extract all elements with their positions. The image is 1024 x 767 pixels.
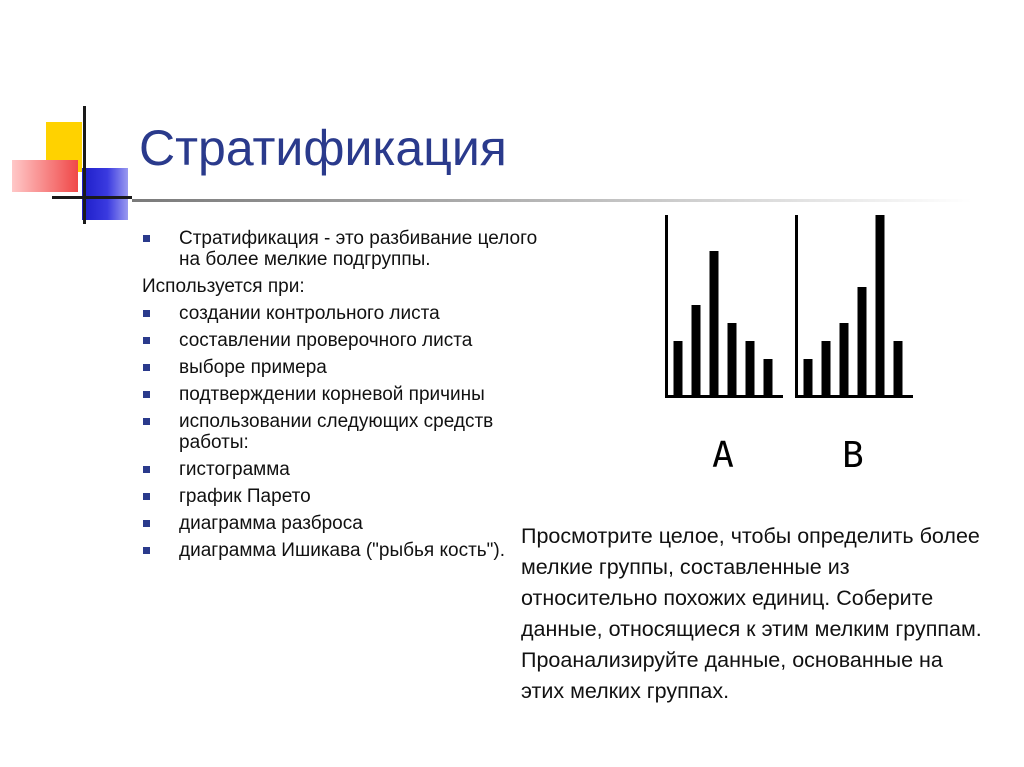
chart-bar [674,341,683,395]
chart-x-axis [795,395,913,398]
chart-panel-label: B [842,435,864,476]
title-underline [132,199,972,202]
chart-bar [746,341,755,395]
list-item [142,411,542,453]
square-bullet-icon [143,418,150,425]
chart-bar [728,323,737,395]
list-item-text: создании контрольного листа [179,303,440,324]
chart-x-axis [665,395,783,398]
slide-title: Стратификация [139,120,507,176]
square-bullet-icon [143,547,150,554]
list-item-text: использовании следующих средств работы: [179,411,494,453]
square-bullet-icon [143,364,150,371]
list-item [142,303,542,324]
blue-square [82,168,128,220]
stratification-chart [655,205,945,495]
list-item-text: составлении проверочного листа [179,330,473,351]
list-item-text: подтверждении корневой причины [179,384,485,405]
decorative-logo [0,0,150,240]
list-item [142,459,542,480]
list-item-text: гистограмма [179,459,290,480]
chart-bar [894,341,903,395]
vertical-line [83,106,86,224]
square-bullet-icon [143,493,150,500]
chart-y-axis [795,215,798,398]
bullet-list [142,228,542,567]
chart-bar [764,359,773,395]
square-bullet-icon [143,520,150,527]
list-item-text: график Парето [179,486,311,507]
list-item [142,228,542,270]
instruction-text: Просмотрите целое, чтобы определить более мелкие группы, составленные из относительно похожих единиц. Соберите данные, относящиеся к этим мелким группам. Проанализируйте данные, основанные на этих мелких группах. [521,524,982,703]
list-item [142,357,542,378]
chart-bar [876,215,885,395]
list-item-text: Используется при: [142,276,305,297]
square-bullet-icon [143,466,150,473]
list-item [142,330,542,351]
square-bullet-icon [143,235,150,242]
square-bullet-icon [143,337,150,344]
red-square [12,160,78,192]
chart-bar [858,287,867,395]
square-bullet-icon [143,310,150,317]
square-bullet-icon [143,391,150,398]
list-item [142,486,542,507]
list-item [142,513,542,534]
chart-bar [692,305,701,395]
chart-bar [840,323,849,395]
horizontal-line [52,196,132,199]
list-subheading [142,276,542,297]
list-item-text: диаграмма разброса [179,513,363,534]
chart-y-axis [665,215,668,398]
list-item-text: диаграмма Ишикава ("рыбья кость"). [179,540,506,561]
list-item-text: Стратификация - это разбивание целого на более мелкие подгруппы. [179,228,538,270]
chart-bar [804,359,813,395]
chart-bar [822,341,831,395]
list-item [142,540,542,561]
list-item [142,384,542,405]
list-item-text: выборе примера [179,357,327,378]
chart-bar [710,251,719,395]
chart-panel-label: A [712,435,734,476]
